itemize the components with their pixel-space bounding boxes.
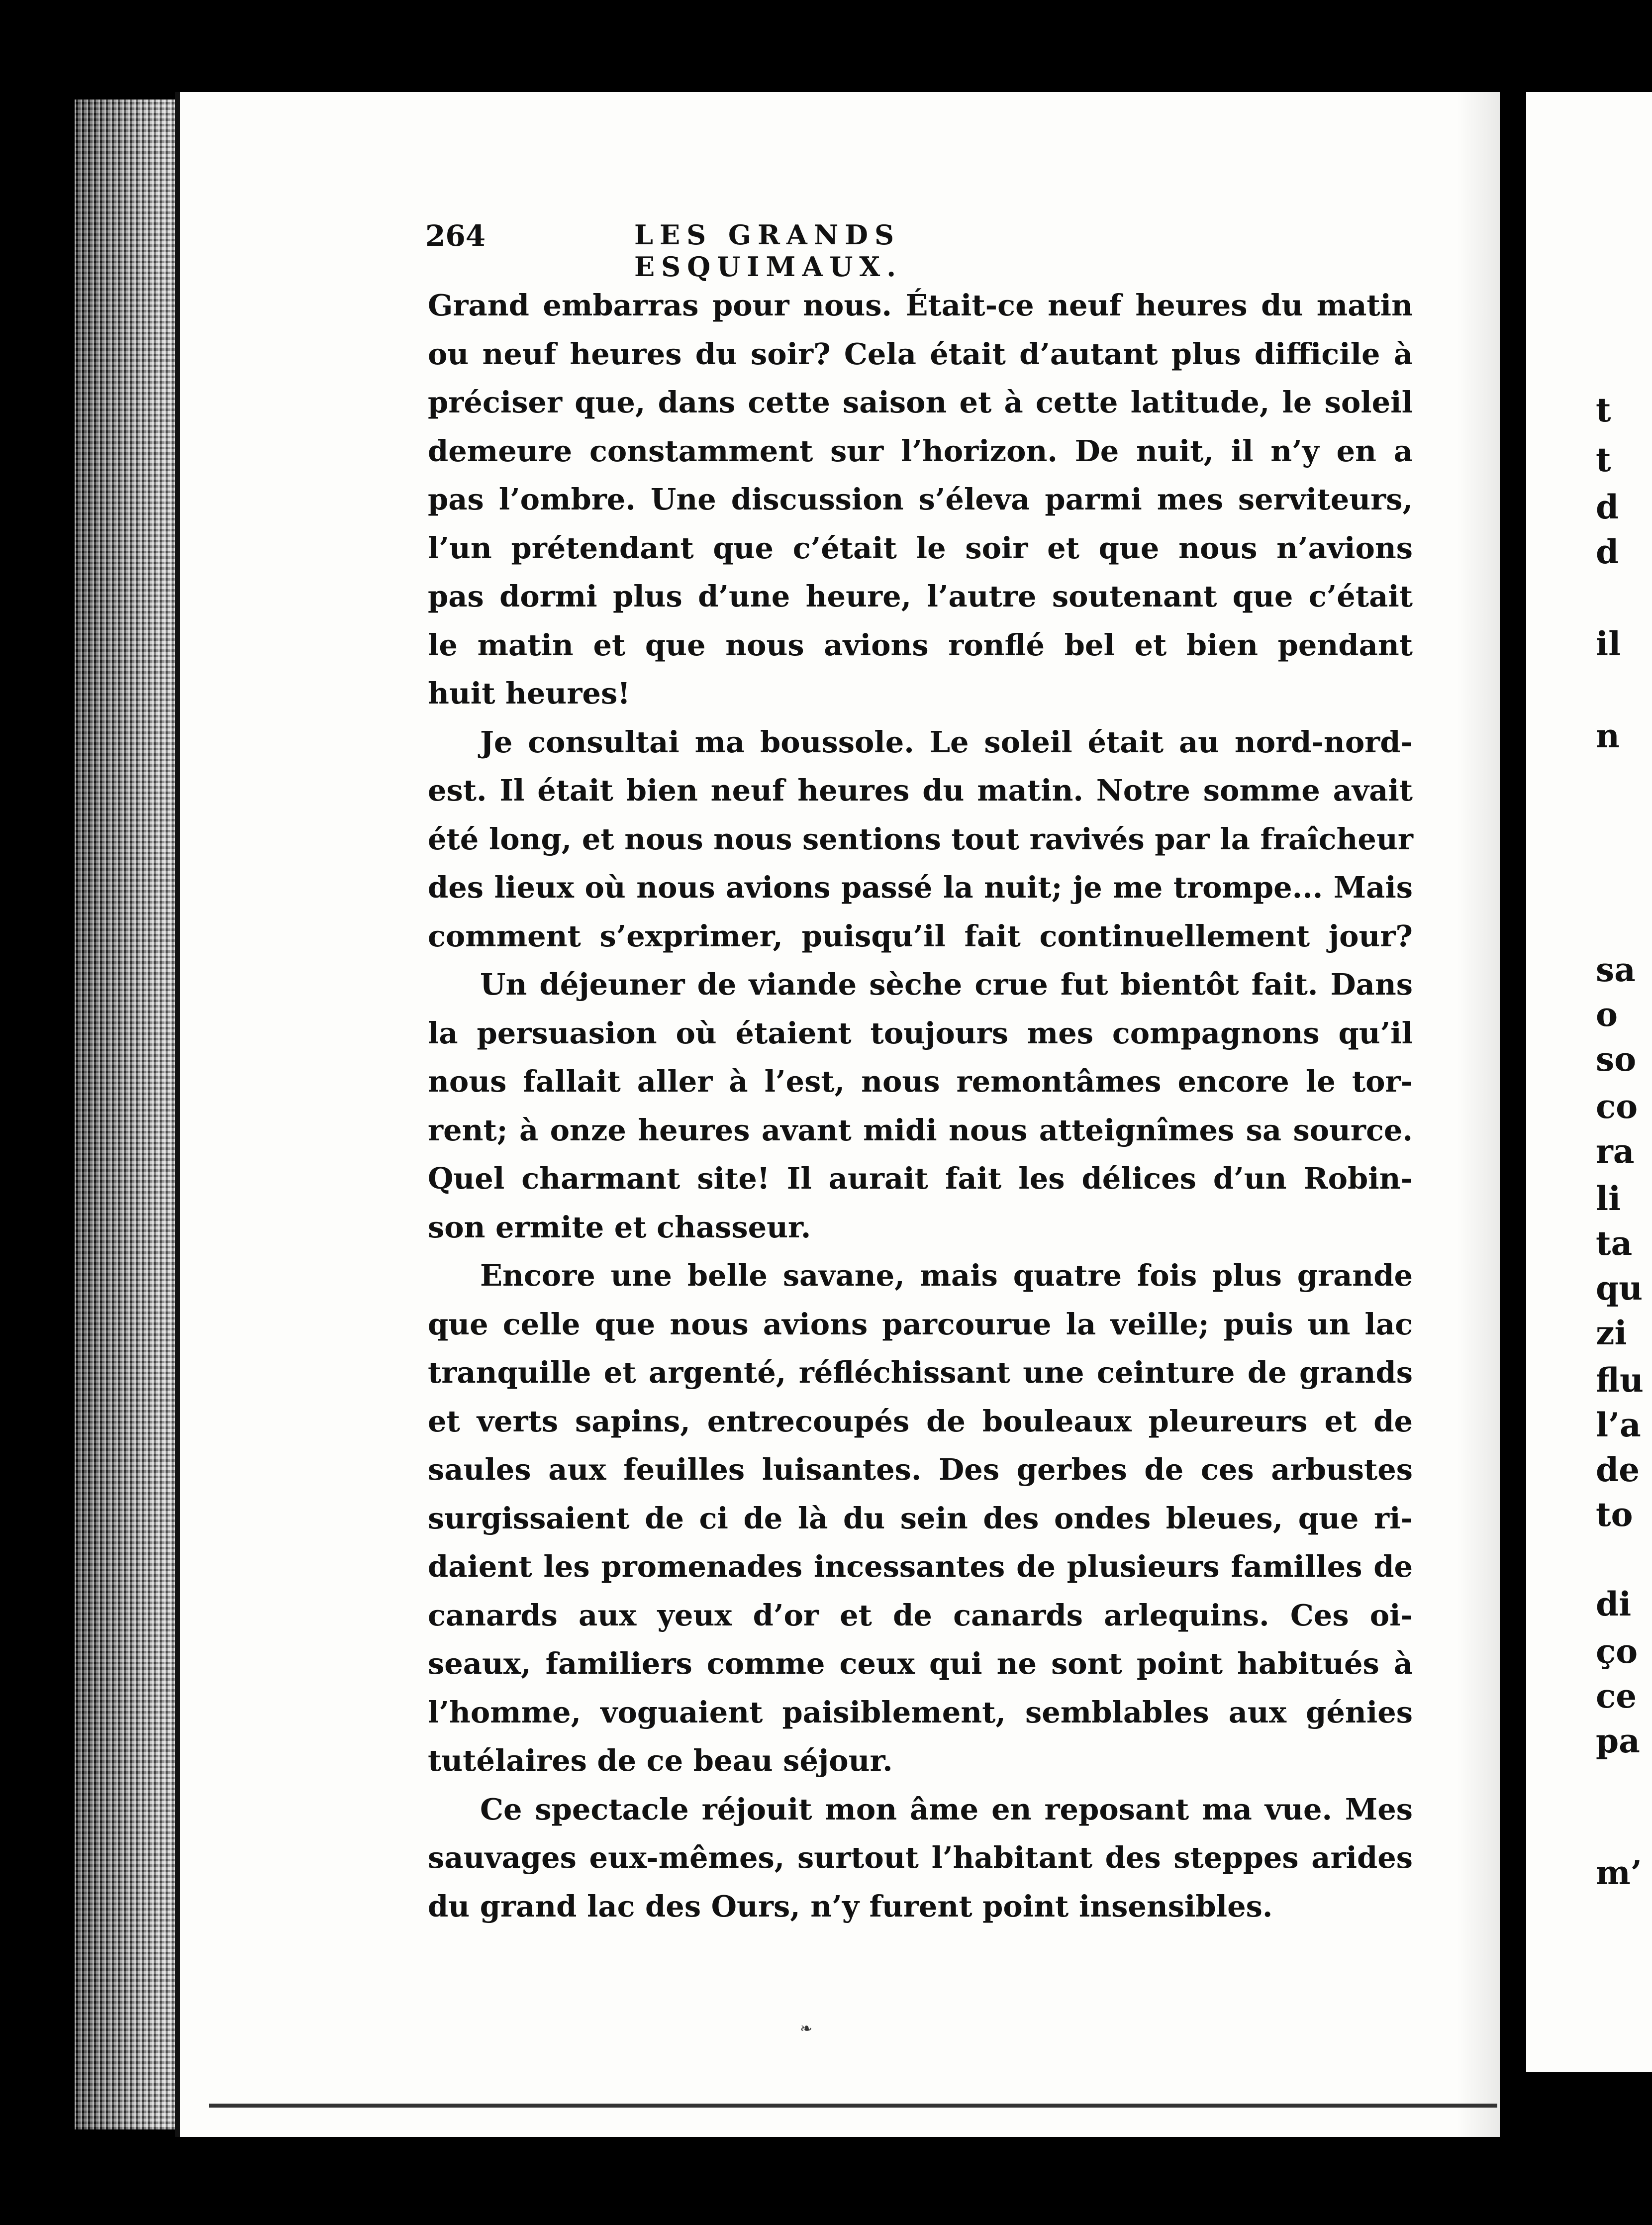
next-page-line: l’a — [1596, 1406, 1641, 1444]
next-page-line: zi — [1596, 1314, 1627, 1352]
text-line: Quel charmant site! Il aurait fait les délices d’un Robin- — [428, 1161, 1413, 1196]
text-line: huit heures! — [428, 676, 631, 710]
next-page-line: il — [1596, 624, 1621, 663]
next-page-line: di — [1596, 1585, 1632, 1623]
next-page-line: o — [1596, 995, 1618, 1034]
text-line: surgissaient de ci de là du sein des ondes bleues, que ri- — [428, 1501, 1413, 1535]
text-line: été long, et nous nous sentions tout ravivés par la fraîcheur — [428, 821, 1413, 856]
next-page-line: co — [1596, 1087, 1638, 1126]
next-page-line: flu — [1596, 1361, 1644, 1400]
next-page-line: qu — [1596, 1269, 1643, 1308]
text-line: l’homme, voguaient paisiblement, semblables aux génies — [428, 1695, 1413, 1729]
text-line: sauvages eux-mêmes, surtout l’habitant des steppes arides — [428, 1840, 1413, 1875]
next-page-line: ra — [1596, 1132, 1635, 1171]
next-page-line: so — [1596, 1040, 1637, 1079]
text-line: Je consultai ma boussole. Le soleil était au nord-nord- — [480, 724, 1413, 759]
text-line: son ermite et chasseur. — [428, 1210, 811, 1244]
next-page-line: li — [1596, 1179, 1621, 1218]
page-header — [425, 219, 1184, 283]
text-line: Un déjeuner de viande sèche crue fut bientôt fait. Dans — [480, 967, 1413, 1002]
text-line: saules aux feuilles luisantes. Des gerbes de ces arbustes — [428, 1452, 1413, 1487]
text-line: la persuasion où étaient toujours mes compagnons qu’il — [428, 1015, 1413, 1050]
page-bottom-edge — [209, 2104, 1497, 2108]
next-page-line: t — [1596, 391, 1611, 429]
text-line: tranquille et argenté, réfléchissant une ceinture de grands — [428, 1355, 1413, 1390]
text-line: pas l’ombre. Une discussion s’éleva parmi mes serviteurs, — [428, 482, 1413, 516]
next-page-line: sa — [1596, 950, 1636, 989]
text-line: seaux, familiers comme ceux qui ne sont point habitués à — [428, 1646, 1413, 1681]
page-edge-shadow — [1458, 92, 1500, 2137]
text-line: préciser que, dans cette saison et à cette latitude, le soleil — [428, 385, 1413, 419]
next-page-line: t — [1596, 440, 1611, 479]
body-text — [428, 281, 1413, 1930]
text-line: Grand embarras pour nous. Était-ce neuf heures du matin — [428, 288, 1413, 322]
text-line: Encore une belle savane, mais quatre fois plus grande — [480, 1258, 1413, 1293]
text-line: tutélaires de ce beau séjour. — [428, 1743, 893, 1778]
text-line: du grand lac des Ours, n’y furent point insensibles. — [428, 1889, 1273, 1923]
next-page-line: de — [1596, 1450, 1640, 1489]
next-page-line: ço — [1596, 1632, 1638, 1671]
text-line: l’un prétendant que c’était le soir et que nous n’avions — [428, 530, 1413, 565]
text-line: Ce spectacle réjouit mon âme en reposant ma vue. Mes — [480, 1792, 1413, 1826]
text-line: que celle que nous avions parcourue la veille; puis un lac — [428, 1307, 1413, 1341]
text-line: canards aux yeux d’or et de canards arlequins. Ces oi- — [428, 1598, 1413, 1632]
text-line: pas dormi plus d’une heure, l’autre soutenant que c’était — [428, 579, 1413, 613]
next-page-line: m’ — [1596, 1853, 1642, 1892]
text-line: comment s’exprimer, puisqu’il fait continuellement jour? — [428, 918, 1413, 953]
next-page-line: d — [1596, 488, 1619, 526]
text-line: des lieux où nous avions passé la nuit; je me trompe... Mais — [428, 870, 1413, 905]
fleuron-ornament: ❧ — [800, 2020, 813, 2037]
next-page-line: d — [1596, 532, 1619, 571]
text-line: rent; à onze heures avant midi nous atteignîmes sa source. — [428, 1112, 1413, 1147]
text-line: le matin et que nous avions ronflé bel et bien pendant — [428, 627, 1413, 662]
next-page-line: n — [1596, 716, 1620, 755]
text-line: daient les promenades incessantes de plusieurs familles de — [428, 1549, 1413, 1584]
text-line: nous fallait aller à l’est, nous remontâmes encore le tor- — [428, 1064, 1413, 1099]
next-page-line: pa — [1596, 1721, 1640, 1760]
next-page-line: to — [1596, 1495, 1633, 1534]
next-page-line: ce — [1596, 1677, 1637, 1716]
text-line: est. Il était bien neuf heures du matin. Notre somme avait — [428, 773, 1413, 808]
book-binding-edge — [75, 100, 179, 2129]
running-title: LES GRANDS ESQUIMAUX. — [634, 219, 903, 283]
text-line: demeure constamment sur l’horizon. De nuit, il n’y en a — [428, 433, 1413, 468]
next-page-line: ta — [1596, 1224, 1633, 1263]
text-line: ou neuf heures du soir? Cela était d’autant plus difficile à — [428, 336, 1413, 371]
page-number: 264 — [425, 219, 486, 253]
next-page-fragment — [1526, 92, 1652, 2072]
text-line: et verts sapins, entrecoupés de bouleaux pleureurs et de — [428, 1404, 1413, 1438]
